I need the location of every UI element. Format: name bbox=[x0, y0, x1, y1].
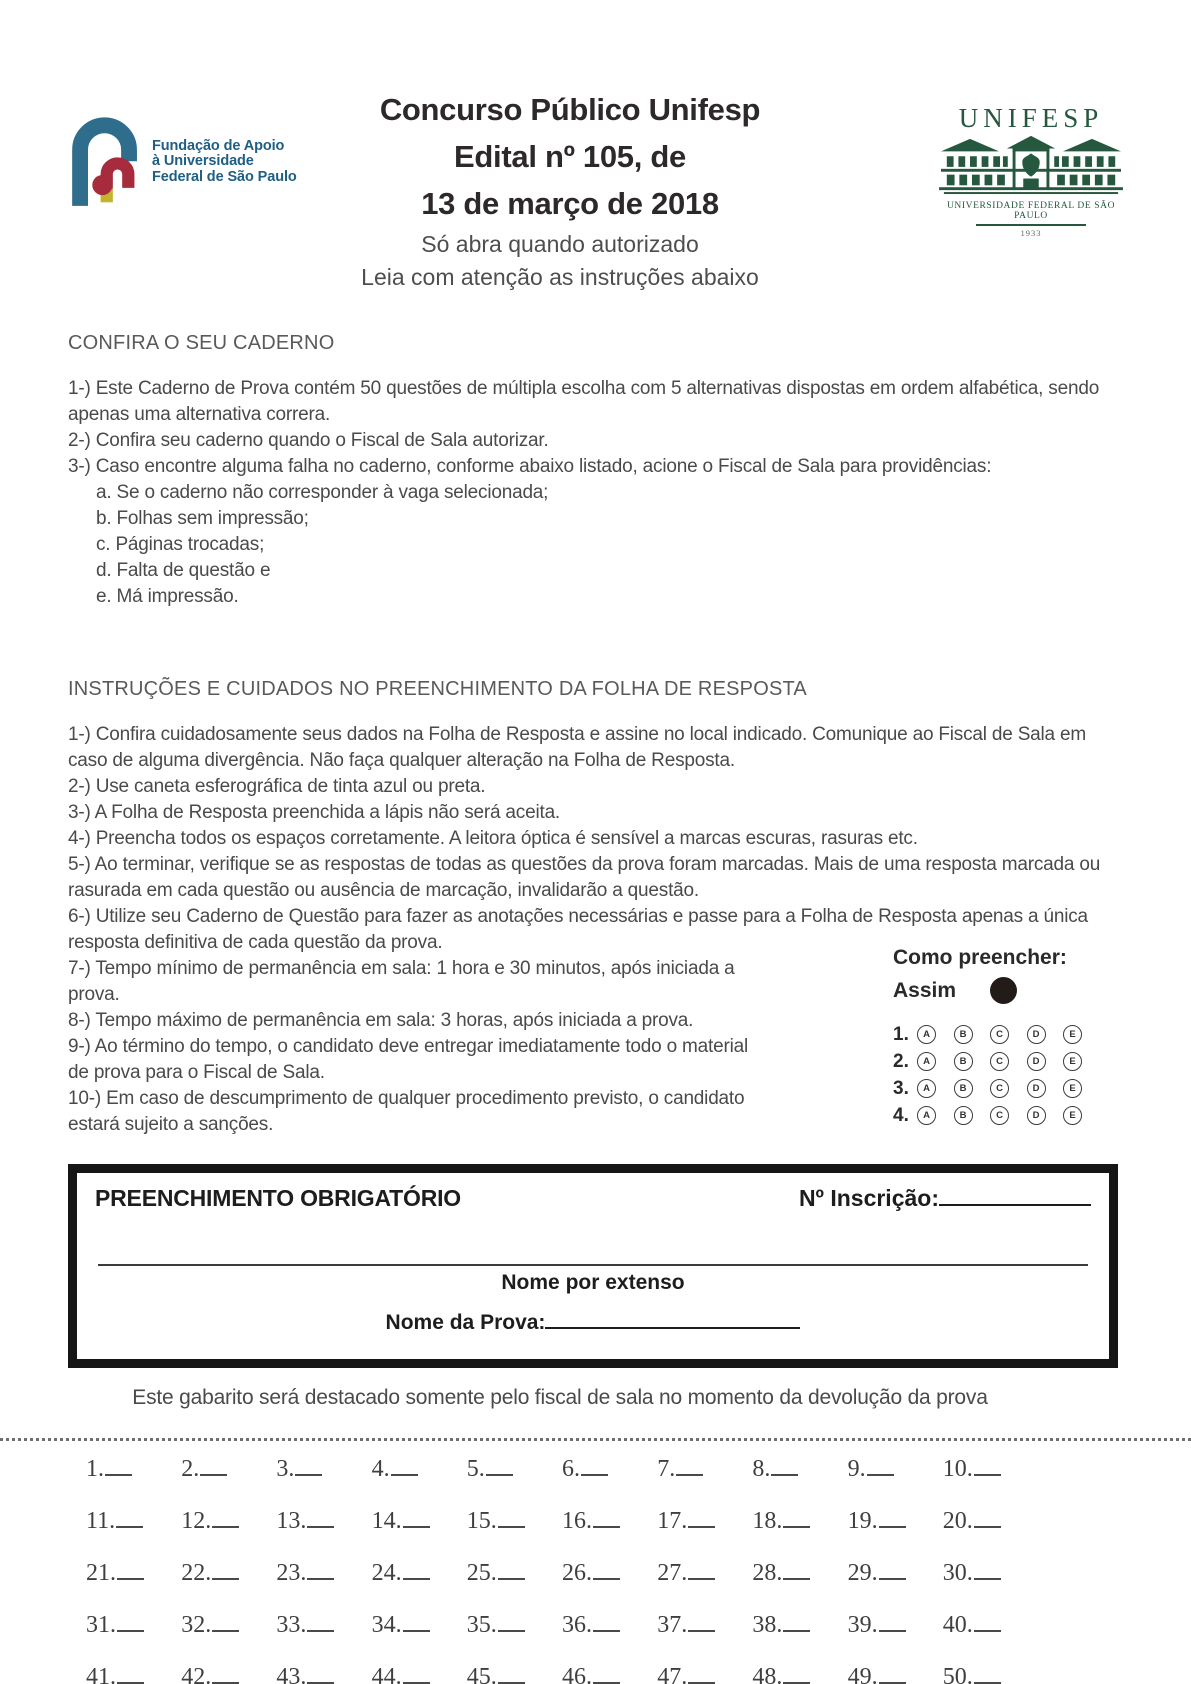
answer-blank-line bbox=[783, 1608, 810, 1632]
answer-grid-number: 24. bbox=[371, 1560, 402, 1586]
answer-grid-number: 19. bbox=[847, 1508, 878, 1534]
page-title: Concurso Público Unifesp Edital nº 105, de 13 de março de 2018 bbox=[379, 92, 761, 221]
instruction-subitem: a. Se o caderno não corresponder à vaga selecionada; bbox=[96, 482, 549, 503]
answer-grid-number: 46. bbox=[561, 1664, 592, 1684]
instruction-subitem: b. Folhas sem impressão; bbox=[96, 508, 309, 529]
section-heading: INSTRUÇÕES E CUIDADOS NO PREENCHIMENTO DA FOLHA DE RESPOSTA bbox=[68, 678, 807, 700]
answer-blank-line bbox=[403, 1556, 430, 1580]
caderno-subitems bbox=[68, 480, 1130, 610]
answer-grid-number: 31. bbox=[86, 1612, 116, 1638]
answer-grid-cell bbox=[848, 1452, 943, 1483]
answer-grid-cell bbox=[848, 1660, 943, 1684]
answer-grid-cell bbox=[562, 1504, 657, 1535]
answer-grid-number: 33. bbox=[276, 1612, 307, 1638]
answer-blank-line bbox=[879, 1504, 906, 1528]
name-blank-line bbox=[98, 1264, 1088, 1266]
answer-grid-cell bbox=[657, 1504, 752, 1535]
answer-grid-cell bbox=[943, 1452, 1038, 1483]
instruction-subitem: d. Falta de questão e bbox=[96, 560, 271, 581]
answer-grid-cell bbox=[372, 1556, 467, 1587]
como-preencher-label: Como preencher: bbox=[893, 946, 1067, 969]
answer-blank-line bbox=[879, 1660, 906, 1684]
answer-blank-line bbox=[105, 1452, 132, 1476]
answer-grid-number: 9. bbox=[847, 1456, 866, 1482]
answer-blank-line bbox=[295, 1452, 322, 1476]
answer-grid-cell bbox=[276, 1504, 371, 1535]
answer-grid-cell bbox=[372, 1504, 467, 1535]
answer-grid-number: 23. bbox=[276, 1560, 307, 1586]
bubble-row bbox=[893, 1075, 1143, 1102]
instruction-item: 1-) Este Caderno de Prova contém 50 questões de múltipla escolha com 5 alternativas dispostas em ordem alfabética, sendo apenas uma alternativa correra. bbox=[68, 378, 1100, 425]
answer-blank-line bbox=[498, 1608, 525, 1632]
answer-grid-number: 4. bbox=[371, 1456, 390, 1482]
answer-grid-cell bbox=[467, 1608, 562, 1639]
answer-grid-cell bbox=[752, 1608, 847, 1639]
answer-bubble-icon: D bbox=[1027, 1025, 1046, 1044]
answer-grid-cell bbox=[276, 1660, 371, 1684]
answer-blank-line bbox=[212, 1504, 239, 1528]
answer-grid-cell bbox=[372, 1660, 467, 1684]
answer-grid-cell bbox=[657, 1608, 752, 1639]
bubble-row bbox=[893, 1102, 1143, 1129]
answer-bubble-icon: B bbox=[954, 1079, 973, 1098]
answer-grid-cell bbox=[467, 1660, 562, 1684]
answer-grid-number: 34. bbox=[371, 1612, 402, 1638]
bubble-row-number: 3. bbox=[893, 1077, 909, 1099]
answer-grid-number: 8. bbox=[752, 1456, 771, 1482]
answer-grid-number: 10. bbox=[942, 1456, 973, 1482]
box-title: PREENCHIMENTO OBRIGATÓRIO bbox=[95, 1185, 461, 1211]
instruction-item: 5-) Ao terminar, verifique se as respostas de todas as questões da prova foram marcadas. Mais de uma resposta marcada ou rasurada em cada questão ou ausência de marcação, invalidarão a questão. bbox=[68, 854, 1101, 901]
answer-grid-cell bbox=[276, 1608, 371, 1639]
instruction-item: 2-) Use caneta esferográfica de tinta azul ou preta. bbox=[68, 776, 486, 797]
answer-grid-number: 20. bbox=[942, 1508, 973, 1534]
perforation-dotted-line bbox=[0, 1438, 1191, 1441]
answer-blank-line bbox=[307, 1556, 334, 1580]
answer-bubble-icon: D bbox=[1027, 1079, 1046, 1098]
answer-grid-cell bbox=[276, 1556, 371, 1587]
answer-grid-number: 42. bbox=[181, 1664, 212, 1684]
answer-blank-line bbox=[783, 1660, 810, 1684]
answer-grid-cell bbox=[86, 1608, 181, 1639]
answer-blank-line bbox=[307, 1660, 334, 1684]
answer-blank-line bbox=[879, 1608, 906, 1632]
answer-grid-number: 32. bbox=[181, 1612, 212, 1638]
answer-grid-number: 30. bbox=[942, 1560, 973, 1586]
caderno-items bbox=[68, 376, 1130, 480]
answer-blank-line bbox=[688, 1608, 715, 1632]
section-confira-caderno bbox=[68, 332, 1130, 610]
como-preencher-example bbox=[893, 946, 1143, 1129]
answer-grid-cell bbox=[752, 1660, 847, 1684]
bubble-row bbox=[893, 1021, 1143, 1048]
answer-bubble-icon: A bbox=[917, 1052, 936, 1071]
answer-bubble-icon: D bbox=[1027, 1052, 1046, 1071]
answer-grid-cell bbox=[848, 1608, 943, 1639]
answer-grid-number: 3. bbox=[276, 1456, 295, 1482]
answer-blank-line bbox=[391, 1452, 418, 1476]
instruction-item: 10-) Em caso de descumprimento de qualquer procedimento previsto, o candidato estará sujeito a sanções. bbox=[68, 1088, 745, 1135]
answer-bubble-icon: D bbox=[1027, 1106, 1046, 1125]
answer-grid-number: 13. bbox=[276, 1508, 307, 1534]
unifesp-wordmark: UNIFESP bbox=[958, 103, 1104, 133]
fap-logo-text: Fundação de Apoio à Universidade Federal de São Paulo bbox=[152, 137, 297, 185]
answer-grid-cell bbox=[467, 1452, 562, 1483]
answer-bubble-icon: C bbox=[990, 1025, 1009, 1044]
answer-blank-line bbox=[783, 1556, 810, 1580]
answer-blank-line bbox=[498, 1556, 525, 1580]
instruction-item: 6-) Utilize seu Caderno de Questão para fazer as anotações necessárias e passe para a Folha de Resposta apenas a única resposta definitiva de cada questão da prova. bbox=[68, 906, 1088, 953]
bubble-row-number: 2. bbox=[893, 1050, 909, 1072]
answer-blank-line bbox=[307, 1608, 334, 1632]
answer-blank-line bbox=[676, 1452, 703, 1476]
answer-blank-line bbox=[974, 1504, 1001, 1528]
instrucoes-items bbox=[68, 722, 1130, 956]
answer-bubble-icon: B bbox=[954, 1052, 973, 1071]
answer-grid-number: 11. bbox=[86, 1508, 116, 1534]
answer-grid-number: 14. bbox=[371, 1508, 402, 1534]
answer-grid-number: 40. bbox=[942, 1612, 973, 1638]
answer-grid-number: 39. bbox=[847, 1612, 878, 1638]
answer-bubble-icon: A bbox=[917, 1079, 936, 1098]
section-heading: CONFIRA O SEU CADERNO bbox=[68, 332, 335, 354]
answer-grid-number: 38. bbox=[752, 1612, 783, 1638]
answer-grid-number: 22. bbox=[181, 1560, 212, 1586]
name-caption: Nome por extenso bbox=[501, 1271, 685, 1294]
answer-grid-number: 1. bbox=[86, 1456, 104, 1482]
answer-grid-number: 45. bbox=[466, 1664, 497, 1684]
answer-grid-cell bbox=[657, 1452, 752, 1483]
assim-label: Assim bbox=[893, 978, 957, 1002]
answer-grid-number: 28. bbox=[752, 1560, 783, 1586]
answer-blank-line bbox=[498, 1660, 525, 1684]
answer-grid-number: 49. bbox=[847, 1664, 878, 1684]
answer-grid-number: 44. bbox=[371, 1664, 402, 1684]
assim-row bbox=[893, 977, 1143, 1004]
exam-name-blank-line bbox=[545, 1325, 800, 1329]
answer-grid-cell bbox=[562, 1608, 657, 1639]
answer-bubble-icon: A bbox=[917, 1025, 936, 1044]
answer-grid-cell bbox=[752, 1556, 847, 1587]
answer-blank-line bbox=[688, 1556, 715, 1580]
instruction-subitem: c. Páginas trocadas; bbox=[96, 534, 265, 555]
instruction-item: 3-) A Folha de Resposta preenchida a lápis não será aceita. bbox=[68, 802, 561, 823]
answer-blank-line bbox=[783, 1504, 810, 1528]
answer-blank-line bbox=[212, 1608, 239, 1632]
answer-grid-number: 47. bbox=[657, 1664, 688, 1684]
answer-grid-cell bbox=[467, 1556, 562, 1587]
answer-grid-number: 29. bbox=[847, 1560, 878, 1586]
bubble-row-number: 1. bbox=[893, 1023, 909, 1045]
answer-blank-line bbox=[581, 1452, 608, 1476]
unifesp-logo bbox=[936, 103, 1126, 238]
gabarito-note: Este gabarito será destacado somente pelo fiscal de sala no momento da devolução da prova bbox=[132, 1386, 988, 1409]
instruction-item: 2-) Confira seu caderno quando o Fiscal de Sala autorizar. bbox=[68, 430, 549, 451]
open-notice: Só abra quando autorizado Leia com atenção as instruções abaixo bbox=[361, 231, 759, 290]
answer-grid-cell bbox=[943, 1660, 1038, 1684]
answer-grid-cell bbox=[562, 1556, 657, 1587]
bubble-example-rows bbox=[893, 1021, 1143, 1129]
answer-blank-line bbox=[307, 1504, 334, 1528]
answer-grid-cell bbox=[181, 1608, 276, 1639]
answer-grid-number: 41. bbox=[86, 1664, 116, 1684]
instruction-item: 9-) Ao término do tempo, o candidato deve entregar imediatamente todo o material de prova para o Fiscal de Sala. bbox=[68, 1036, 749, 1083]
inscription-blank-line bbox=[939, 1202, 1091, 1206]
answer-blank-line bbox=[593, 1504, 620, 1528]
answer-grid-number: 25. bbox=[466, 1560, 497, 1586]
answer-bubble-icon: A bbox=[917, 1106, 936, 1125]
answer-blank-line bbox=[593, 1660, 620, 1684]
answer-grid-cell bbox=[181, 1504, 276, 1535]
answer-bubble-icon: E bbox=[1063, 1079, 1082, 1098]
answer-blank-line bbox=[117, 1660, 144, 1684]
answer-grid-number: 2. bbox=[181, 1456, 200, 1482]
answer-blank-line bbox=[593, 1608, 620, 1632]
answer-blank-line bbox=[974, 1660, 1001, 1684]
answer-blank-line bbox=[688, 1660, 715, 1684]
answer-blank-line bbox=[688, 1504, 715, 1528]
instruction-item: 8-) Tempo máximo de permanência em sala: 3 horas, após iniciada a prova. bbox=[68, 1010, 694, 1031]
bubble-row bbox=[893, 1048, 1143, 1075]
answer-grid-number: 35. bbox=[466, 1612, 497, 1638]
answer-blank-line bbox=[117, 1556, 144, 1580]
answer-grid-number: 5. bbox=[466, 1456, 485, 1482]
unifesp-year: 1933 bbox=[1020, 228, 1042, 238]
answer-grid-cell bbox=[276, 1452, 371, 1483]
fap-logo-icon bbox=[70, 112, 142, 212]
answer-grid-cell bbox=[181, 1660, 276, 1684]
answer-bubble-icon: E bbox=[1063, 1106, 1082, 1125]
answer-blank-line bbox=[974, 1608, 1001, 1632]
answer-blank-line bbox=[117, 1608, 144, 1632]
answer-grid-cell bbox=[86, 1556, 181, 1587]
answer-grid-number: 26. bbox=[561, 1560, 592, 1586]
answer-grid-cell bbox=[657, 1556, 752, 1587]
answer-grid-cell bbox=[562, 1660, 657, 1684]
answer-grid-number: 48. bbox=[752, 1664, 783, 1684]
answer-grid-cell bbox=[86, 1660, 181, 1684]
answer-blank-line bbox=[486, 1452, 513, 1476]
answer-grid-cell bbox=[86, 1452, 181, 1483]
inscription-number-field: Nº Inscrição: bbox=[799, 1185, 1091, 1212]
answer-grid-cell bbox=[657, 1660, 752, 1684]
answer-blank-line bbox=[593, 1556, 620, 1580]
answer-blank-line bbox=[212, 1660, 239, 1684]
unifesp-rule bbox=[976, 224, 1086, 226]
answer-bubble-icon: C bbox=[990, 1052, 1009, 1071]
answer-grid-cell bbox=[181, 1556, 276, 1587]
answer-grid-cell bbox=[752, 1504, 847, 1535]
exam-name-field: Nome da Prova: bbox=[95, 1311, 1091, 1335]
answer-grid-cell bbox=[86, 1504, 181, 1535]
instruction-item: 4-) Preencha todos os espaços corretamente. A leitora óptica é sensível a marcas escuras, rasuras etc. bbox=[68, 828, 918, 849]
answer-grid-number: 43. bbox=[276, 1664, 307, 1684]
answer-bubble-icon: B bbox=[954, 1106, 973, 1125]
answer-bubble-icon: C bbox=[990, 1106, 1009, 1125]
mandatory-fill-box bbox=[68, 1164, 1118, 1368]
answer-grid-number: 50. bbox=[942, 1664, 973, 1684]
answer-grid-number: 15. bbox=[466, 1508, 497, 1534]
filled-bubble-icon bbox=[990, 977, 1017, 1004]
unifesp-caption: UNIVERSIDADE FEDERAL DE SÃO PAULO bbox=[946, 201, 1116, 221]
answer-blank-line bbox=[974, 1452, 1001, 1476]
answer-blank-line bbox=[403, 1608, 430, 1632]
answer-grid-cell bbox=[848, 1504, 943, 1535]
answer-blank-line bbox=[498, 1504, 525, 1528]
answer-grid-cell bbox=[943, 1504, 1038, 1535]
answer-grid-cell bbox=[848, 1556, 943, 1587]
instruction-item: 7-) Tempo mínimo de permanência em sala: 1 hora e 30 minutos, após iniciada a prova. bbox=[68, 958, 735, 1005]
instruction-item: 1-) Confira cuidadosamente seus dados na Folha de Resposta e assine no local indicado. Comunique ao Fiscal de Sala em caso de alguma divergência. Não faça qualquer alteração na Folha de Resposta. bbox=[68, 724, 1086, 771]
answer-bubble-icon: C bbox=[990, 1079, 1009, 1098]
answer-grid-number: 36. bbox=[561, 1612, 592, 1638]
answer-blank-line bbox=[771, 1452, 798, 1476]
answer-grid-cell bbox=[752, 1452, 847, 1483]
unifesp-building-icon bbox=[936, 134, 1126, 194]
answer-blank-line bbox=[212, 1556, 239, 1580]
answer-bubble-icon: B bbox=[954, 1025, 973, 1044]
answer-grid-cell bbox=[467, 1504, 562, 1535]
answer-blank-line bbox=[116, 1504, 143, 1528]
instruction-item: 3-) Caso encontre alguma falha no caderno, conforme abaixo listado, acione o Fiscal de Sala para providências: bbox=[68, 456, 992, 477]
answer-grid-number: 12. bbox=[181, 1508, 212, 1534]
answer-grid-number: 27. bbox=[657, 1560, 688, 1586]
answer-grid-cell bbox=[372, 1452, 467, 1483]
bubble-row-number: 4. bbox=[893, 1104, 909, 1126]
answer-blank-line bbox=[867, 1452, 894, 1476]
answer-bubble-icon: E bbox=[1063, 1025, 1082, 1044]
answer-grid-cell bbox=[943, 1608, 1038, 1639]
instruction-subitem: e. Má impressão. bbox=[96, 586, 239, 607]
answer-grid-number: 37. bbox=[657, 1612, 688, 1638]
answer-grid-cell bbox=[181, 1452, 276, 1483]
answer-grid-number: 7. bbox=[657, 1456, 676, 1482]
answer-grid-cell bbox=[943, 1556, 1038, 1587]
answer-blank-line bbox=[403, 1660, 430, 1684]
answer-grid bbox=[86, 1452, 1038, 1684]
answer-grid-number: 18. bbox=[752, 1508, 783, 1534]
answer-grid-cell bbox=[562, 1452, 657, 1483]
answer-grid-number: 17. bbox=[657, 1508, 688, 1534]
answer-blank-line bbox=[200, 1452, 227, 1476]
answer-bubble-icon: E bbox=[1063, 1052, 1082, 1071]
answer-blank-line bbox=[974, 1556, 1001, 1580]
answer-grid-number: 21. bbox=[86, 1560, 116, 1586]
answer-blank-line bbox=[403, 1504, 430, 1528]
answer-blank-line bbox=[879, 1556, 906, 1580]
answer-grid-number: 6. bbox=[561, 1456, 580, 1482]
answer-grid-number: 16. bbox=[561, 1508, 592, 1534]
answer-grid-cell bbox=[372, 1608, 467, 1639]
